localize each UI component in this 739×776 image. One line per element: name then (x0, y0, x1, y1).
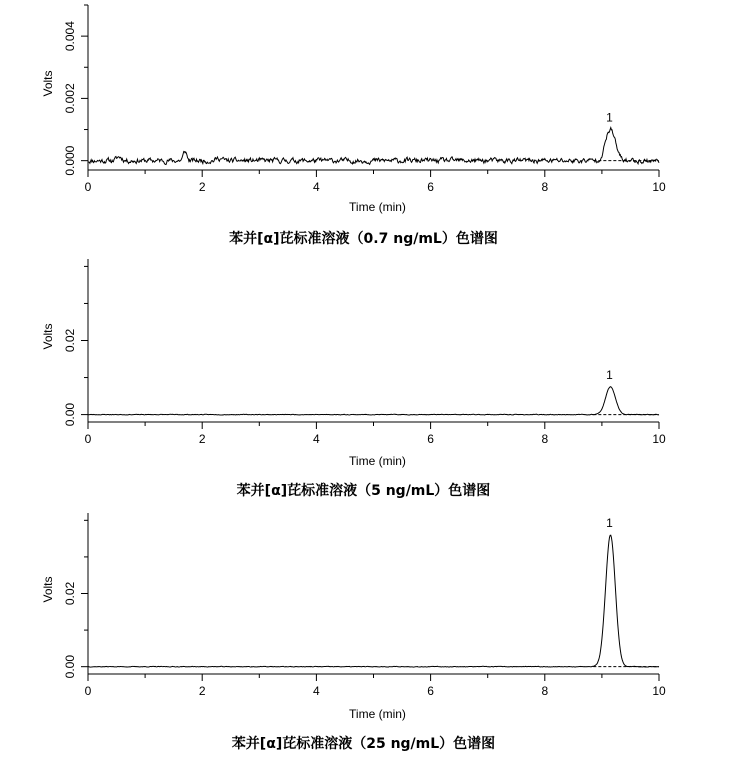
chart-panel-2 (41, 259, 666, 499)
chart-panel-3 (41, 513, 666, 752)
x-axis-label: Time (min) (349, 707, 406, 721)
x-tick-label: 0 (84, 432, 92, 446)
x-tick-label: 0 (84, 180, 92, 194)
chromatogram-trace (88, 387, 659, 415)
x-tick-label: 6 (427, 684, 434, 698)
x-tick-label: 10 (652, 180, 666, 194)
x-tick-label: 2 (198, 180, 206, 194)
y-tick-label: 0.004 (63, 21, 77, 52)
x-tick-label: 4 (313, 180, 320, 194)
chart-caption: 苯并[α]芘标准溶液（25 ng/mL）色谱图 (231, 736, 496, 752)
x-tick-label: 6 (427, 432, 434, 446)
x-tick-label: 8 (541, 432, 549, 446)
y-axis-label: Volts (41, 323, 55, 350)
chromatogram-trace (88, 128, 659, 165)
x-tick-label: 10 (652, 684, 666, 698)
x-tick-label: 0 (84, 684, 92, 698)
y-tick-label: 0.00 (63, 402, 77, 427)
x-tick-label: 2 (198, 432, 206, 446)
x-tick-label: 8 (541, 684, 549, 698)
x-tick-label: 8 (541, 180, 549, 194)
x-axis-label: Time (min) (349, 200, 406, 214)
peak-label: 1 (606, 515, 613, 530)
x-axis-label: Time (min) (349, 454, 406, 468)
x-tick-label: 2 (198, 684, 206, 698)
y-tick-label: 0.000 (63, 145, 77, 176)
x-tick-label: 4 (313, 432, 320, 446)
chart-caption: 苯并[α]芘标准溶液（5 ng/mL）色谱图 (236, 483, 491, 499)
chart-panel-1 (41, 5, 666, 247)
chart-caption: 苯并[α]芘标准溶液（0.7 ng/mL）色谱图 (229, 231, 498, 247)
y-tick-label: 0.02 (63, 581, 77, 606)
y-tick-label: 0.00 (63, 655, 77, 679)
y-tick-label: 0.002 (63, 83, 77, 114)
chromatogram-trace (88, 535, 659, 667)
peak-label: 1 (606, 367, 613, 382)
y-axis-label: Volts (41, 70, 55, 97)
x-tick-label: 4 (313, 684, 320, 698)
x-tick-label: 10 (652, 432, 666, 446)
peak-label: 1 (606, 110, 613, 125)
y-axis-label: Volts (41, 576, 55, 603)
y-tick-label: 0.02 (63, 328, 77, 353)
x-tick-label: 6 (427, 180, 434, 194)
